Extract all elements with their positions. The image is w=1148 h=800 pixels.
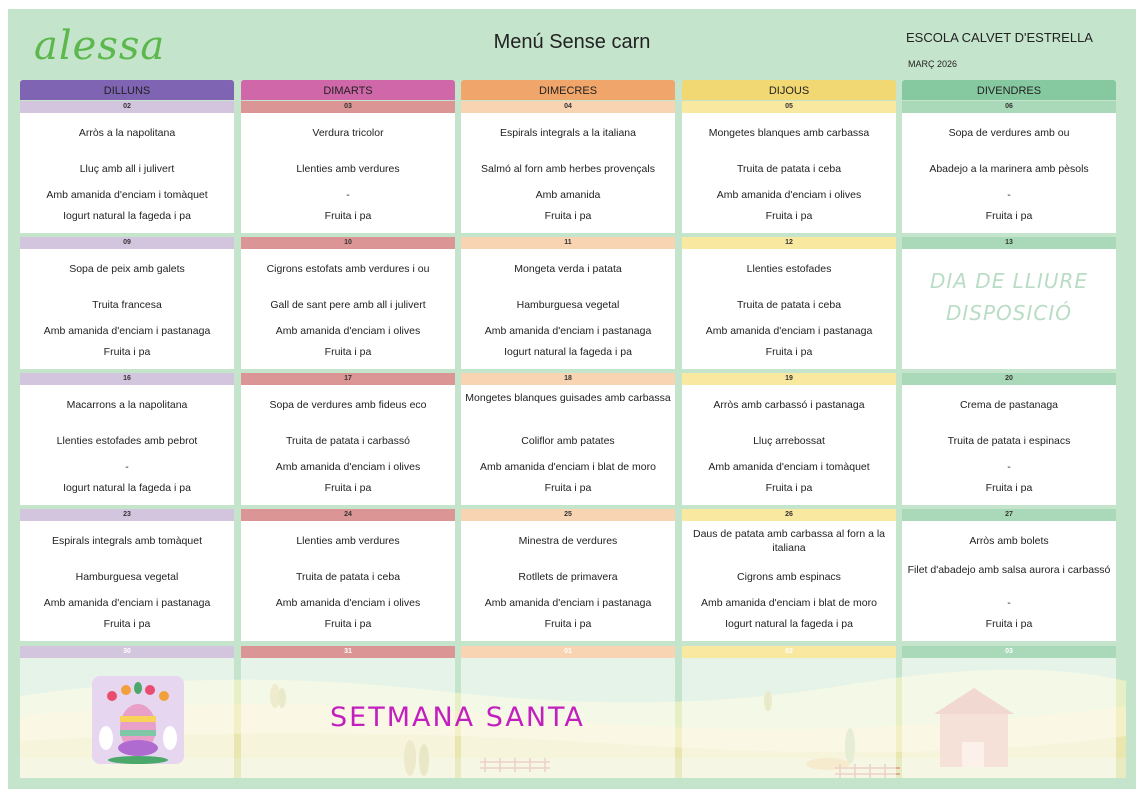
- menu-sheet: [8, 9, 1136, 789]
- day-cell: [902, 373, 1116, 505]
- meal-item: Amb amanida d'enciam i olives: [275, 461, 421, 473]
- meal-item: Fruita i pa: [324, 210, 372, 222]
- meal-item: Sopa de verdures amb fideus eco: [269, 399, 427, 411]
- date-number: 26: [682, 509, 896, 521]
- meal-item: Arròs amb carbassó i pastanaga: [713, 399, 865, 411]
- day-cell: [241, 509, 455, 641]
- meal-item: Truita francesa: [92, 299, 162, 311]
- meal-item: Abadejo a la marinera amb pèsols: [929, 163, 1089, 175]
- meal-item: Macarrons a la napolitana: [66, 399, 188, 411]
- date-number: 20: [902, 373, 1116, 385]
- day-cell: [241, 101, 455, 233]
- meal-item: -: [1007, 189, 1011, 201]
- meal-item: Llenties estofades: [746, 263, 832, 275]
- date-number: 10: [241, 237, 455, 249]
- date-number: 09: [20, 237, 234, 249]
- meal-item: Hamburguesa vegetal: [75, 571, 179, 583]
- day-cell: [461, 237, 675, 369]
- meal-item: -: [1007, 461, 1011, 473]
- meal-item: Truita de patata i carbassó: [286, 435, 410, 447]
- meal-item: Iogurt natural la fageda i pa: [63, 482, 191, 494]
- date-number: 24: [241, 509, 455, 521]
- meal-item: Amb amanida d'enciam i blat de moro: [701, 597, 877, 609]
- meal-item: Iogurt natural la fageda i pa: [504, 346, 632, 358]
- date-number: 13: [902, 237, 1116, 249]
- meal-item: Crema de pastanaga: [959, 399, 1059, 411]
- day-cell: [20, 101, 234, 233]
- meal-item: Gall de sant pere amb all i julivert: [270, 299, 426, 311]
- easter-day-cell: [682, 646, 896, 778]
- day-cell: [682, 509, 896, 641]
- meal-item: Fruita i pa: [324, 482, 372, 494]
- date-number: 02: [20, 101, 234, 113]
- meal-item: -: [346, 189, 350, 201]
- meal-item: Fruita i pa: [765, 482, 813, 494]
- date-number: 23: [20, 509, 234, 521]
- meal-item: Fruita i pa: [324, 618, 372, 630]
- meal-item: Amb amanida d'enciam i pastanaga: [484, 325, 652, 337]
- day-cell: [20, 509, 234, 641]
- meal-item: Espirals integrals a la italiana: [500, 127, 636, 139]
- day-cell: [682, 237, 896, 369]
- date-number: 16: [20, 373, 234, 385]
- meal-item: Amb amanida d'enciam i olives: [275, 597, 421, 609]
- meal-item: Amb amanida d'enciam i pastanaga: [484, 597, 652, 609]
- meal-item: Truita de patata i ceba: [295, 571, 401, 583]
- meal-item: Amb amanida d'enciam i blat de moro: [480, 461, 656, 473]
- date-number: 05: [682, 101, 896, 113]
- meal-item: Coliflor amb patates: [521, 435, 615, 447]
- meal-item: Amb amanida d'enciam i pastanaga: [43, 597, 211, 609]
- meal-item: Truita de patata i ceba: [736, 299, 842, 311]
- day-header-4: DIVENDRES: [902, 80, 1116, 100]
- date-number: 12: [682, 237, 896, 249]
- date-number: 18: [461, 373, 675, 385]
- meal-item: Rotllets de primavera: [518, 571, 618, 583]
- meal-item: Mongetes blanques amb carbassa: [708, 127, 870, 139]
- meal-item: Sopa de peix amb galets: [69, 263, 185, 275]
- meal-item: Fruita i pa: [765, 210, 813, 222]
- date-number: 02: [682, 646, 896, 658]
- holiday-line: DISPOSICIÓ: [946, 301, 1072, 325]
- meal-item: Amb amanida: [535, 189, 601, 201]
- day-cell: [902, 101, 1116, 233]
- date-number: 06: [902, 101, 1116, 113]
- meal-item: Fruita i pa: [103, 618, 151, 630]
- meal-item: Amb amanida d'enciam i pastanaga: [43, 325, 211, 337]
- meal-item: -: [1007, 597, 1011, 609]
- meal-item: Fruita i pa: [985, 482, 1033, 494]
- meal-item: Truita de patata i ceba: [736, 163, 842, 175]
- brand-logo: alessa: [34, 23, 166, 69]
- easter-week-row: [20, 646, 1126, 778]
- meal-item: Llenties amb verdures: [296, 163, 400, 175]
- month-label: MARÇ 2026: [908, 59, 958, 69]
- meal-item: Iogurt natural la fageda i pa: [725, 618, 853, 630]
- meal-item: Amb amanida d'enciam i olives: [716, 189, 862, 201]
- day-cell: [902, 509, 1116, 641]
- meal-item: Lluç arrebossat: [753, 435, 825, 447]
- date-number: 01: [461, 646, 675, 658]
- meal-item: Fruita i pa: [985, 210, 1033, 222]
- day-header-1: DIMARTS: [241, 80, 455, 100]
- meal-item: Fruita i pa: [324, 346, 372, 358]
- meal-item: Filet d'abadejo amb salsa aurora i carbassó: [907, 564, 1111, 576]
- meal-item: Fruita i pa: [544, 210, 592, 222]
- date-number: 19: [682, 373, 896, 385]
- meal-item: Espirals integrals amb tomàquet: [52, 535, 202, 547]
- meal-item: Arròs a la napolitana: [78, 127, 176, 139]
- meal-item: Fruita i pa: [765, 346, 813, 358]
- day-cell: [20, 237, 234, 369]
- date-number: 25: [461, 509, 675, 521]
- date-number: 04: [461, 101, 675, 113]
- day-header-2: DIMECRES: [461, 80, 675, 100]
- date-number: 30: [20, 646, 234, 658]
- meal-item: Daus de patata amb carbassa al forn a la italiana: [692, 528, 886, 554]
- day-cell: [461, 373, 675, 505]
- date-number: 31: [241, 646, 455, 658]
- meal-item: Hamburguesa vegetal: [516, 299, 620, 311]
- day-cell: [902, 237, 1116, 369]
- easter-egg-bunnies-icon: [92, 676, 184, 764]
- meal-item: Mongeta verda i patata: [514, 263, 622, 275]
- day-header-3: DIJOUS: [682, 80, 896, 100]
- meal-item: Arròs amb bolets: [969, 535, 1049, 547]
- day-cell: [682, 373, 896, 505]
- meal-item: Minestra de verdures: [518, 535, 618, 547]
- meal-item: Fruita i pa: [544, 618, 592, 630]
- day-cell: [461, 101, 675, 233]
- meal-item: Iogurt natural la fageda i pa: [63, 210, 191, 222]
- date-number: 03: [241, 101, 455, 113]
- date-number: 11: [461, 237, 675, 249]
- meal-item: Llenties estofades amb pebrot: [56, 435, 198, 447]
- meal-item: Llenties amb verdures: [296, 535, 400, 547]
- meal-item: -: [125, 461, 129, 473]
- day-header-0: DILLUNS: [20, 80, 234, 100]
- meal-item: Amb amanida d'enciam i tomàquet: [46, 189, 208, 201]
- meal-item: Verdura tricolor: [312, 127, 384, 139]
- easter-day-cell: [902, 646, 1116, 778]
- meal-item: Amb amanida d'enciam i pastanaga: [705, 325, 873, 337]
- school-name: ESCOLA CALVET D'ESTRELLA: [906, 30, 1093, 45]
- meal-item: Fruita i pa: [103, 346, 151, 358]
- date-number: 03: [902, 646, 1116, 658]
- meal-item: Cigrons estofats amb verdures i ou: [266, 263, 430, 275]
- day-cell: [241, 237, 455, 369]
- day-cell: [682, 101, 896, 233]
- meal-item: Truita de patata i espinacs: [947, 435, 1071, 447]
- meal-item: Cigrons amb espinacs: [737, 571, 841, 583]
- day-cell: [20, 373, 234, 505]
- holiday-line: DIA DE LLIURE: [929, 269, 1089, 293]
- meal-item: Fruita i pa: [985, 618, 1033, 630]
- meal-item: Amb amanida d'enciam i olives: [275, 325, 421, 337]
- meal-item: Sopa de verdures amb ou: [948, 127, 1070, 139]
- meal-item: Amb amanida d'enciam i tomàquet: [708, 461, 870, 473]
- date-number: 17: [241, 373, 455, 385]
- date-number: 27: [902, 509, 1116, 521]
- day-cell: [241, 373, 455, 505]
- easter-holiday-label: SETMANA SANTA: [330, 702, 585, 733]
- meal-item: Salmó al forn amb herbes provençals: [481, 163, 655, 175]
- meal-item: Mongetes blanques guisades amb carbassa: [465, 392, 671, 404]
- day-cell: [461, 509, 675, 641]
- page-title: Menú Sense carn: [493, 31, 651, 53]
- meal-item: Fruita i pa: [544, 482, 592, 494]
- meal-item: Lluç amb all i julivert: [79, 163, 175, 175]
- holiday-notice: [902, 265, 1116, 329]
